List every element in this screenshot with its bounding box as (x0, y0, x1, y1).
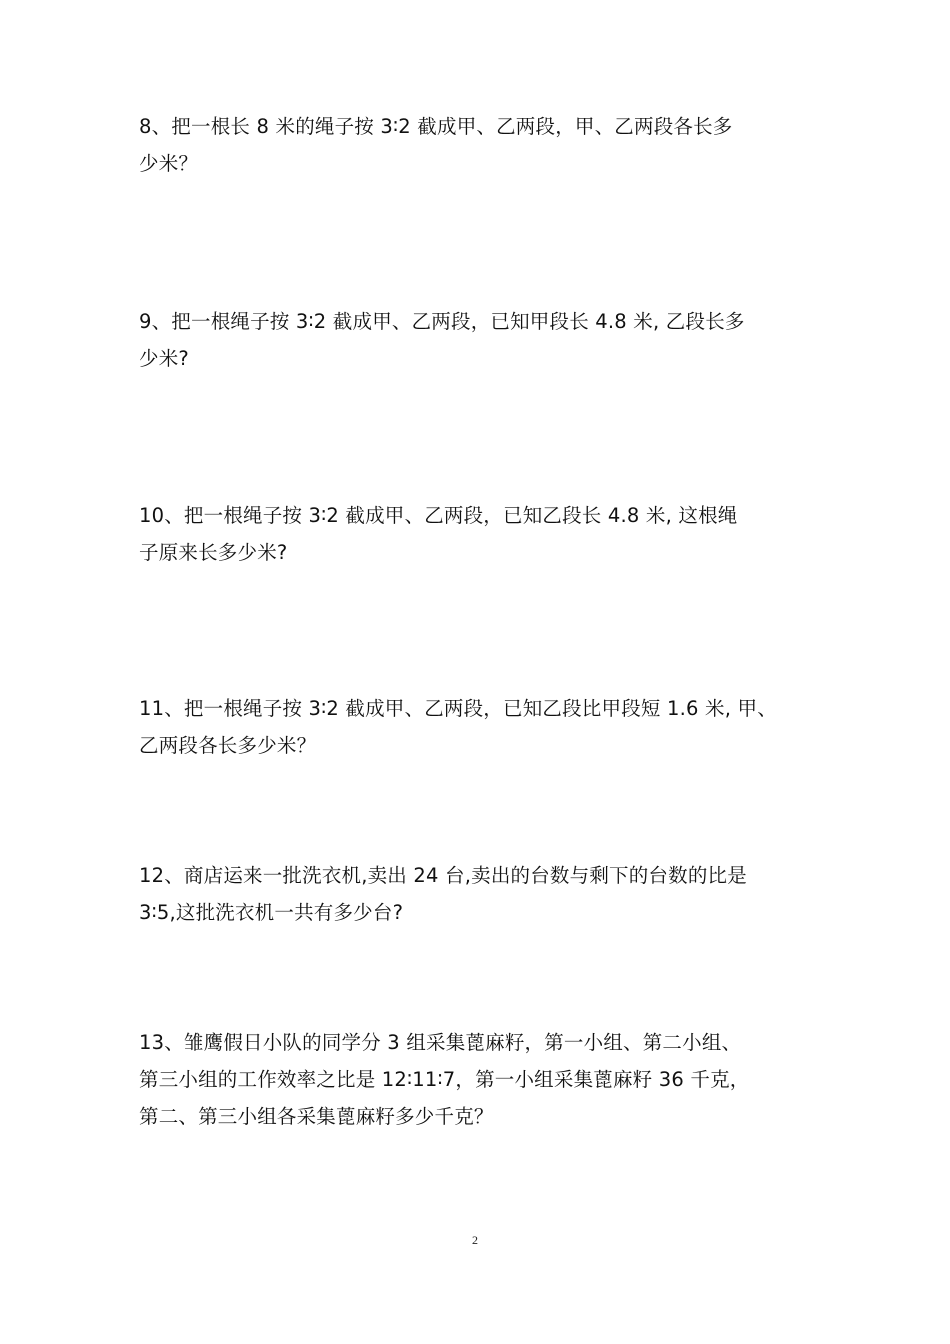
question-11 (139, 690, 819, 764)
question-line: 11、把一根绳子按 3∶2 截成甲、乙两段，已知乙段比甲段短 1.6 米, 甲、 (139, 697, 777, 720)
question-line: 少米? (139, 347, 189, 370)
page-number: 2 (472, 1233, 478, 1247)
question-13 (139, 1024, 819, 1135)
question-line: 乙两段各长多少米？ (139, 734, 317, 757)
question-line: 第三小组的工作效率之比是 12∶11∶7，第一小组采集蓖麻籽 36 千克， (139, 1068, 750, 1091)
question-line: 12、商店运来一批洗衣机,卖出 24 台,卖出的台数与剩下的台数的比是 (139, 864, 747, 887)
question-line: 3∶5,这批洗衣机一共有多少台? (139, 901, 404, 924)
question-12 (139, 857, 819, 931)
question-10 (139, 497, 819, 571)
question-9 (139, 303, 819, 377)
question-line: 13、雏鹰假日小队的同学分 3 组采集蓖麻籽，第一小组、第二小组、 (139, 1031, 742, 1054)
question-line: 少米？ (139, 152, 199, 175)
question-line: 9、把一根绳子按 3∶2 截成甲、乙两段，已知甲段长 4.8 米, 乙段长多 (139, 310, 745, 333)
question-line: 10、把一根绳子按 3∶2 截成甲、乙两段，已知乙段长 4.8 米, 这根绳 (139, 504, 738, 527)
question-line: 子原来长多少米? (139, 541, 288, 564)
question-line: 第二、第三小组各采集蓖麻籽多少千克？ (139, 1105, 494, 1128)
question-8 (139, 108, 819, 182)
question-line: 8、把一根长 8 米的绳子按 3∶2 截成甲、乙两段，甲、乙两段各长多 (139, 115, 733, 138)
